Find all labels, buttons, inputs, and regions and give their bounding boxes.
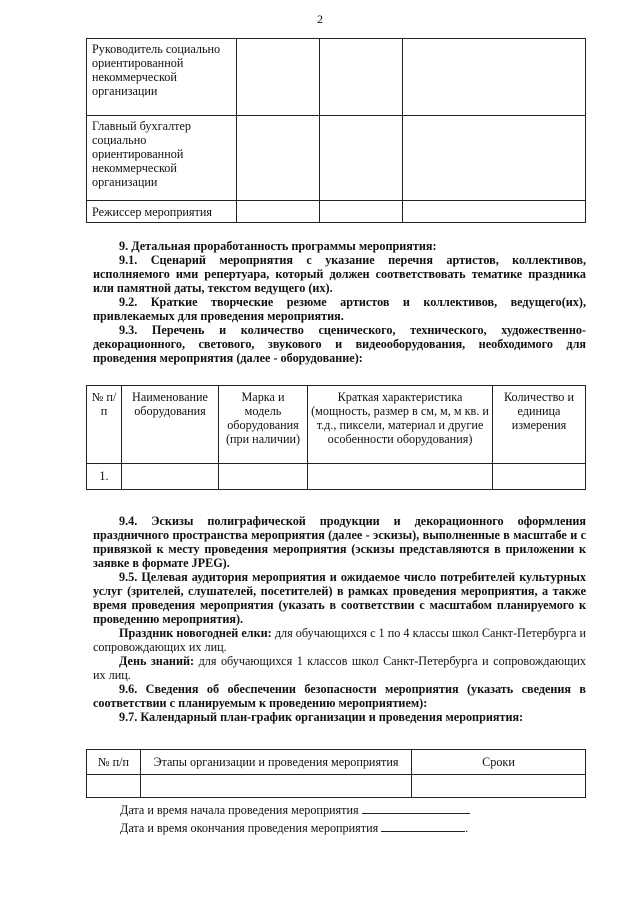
section-9-heading: 9. Детальная проработанность программы мероприятия:: [119, 239, 437, 253]
paragraph-9-1: 9.1. Сценарий мероприятия с указание перечня артистов, коллективов, исполняемого ими репертуара, который должен соответствовать тематике праздника или памятной даты, текстом ведущего (их).: [93, 253, 586, 295]
table-cell: [493, 464, 586, 490]
table-row: [87, 201, 586, 223]
elka-text: для обучающихся с 1 по 4 классы школ Санкт-Петербурга и сопровождающих их лиц.: [93, 626, 586, 654]
den-label: День знаний:: [119, 654, 195, 668]
paragraph-9-4: 9.4. Эскизы полиграфической продукции и декорационного оформления праздничного пространства мероприятия (далее - эскизы), выполненные в масштабе и с привязкой к месту проведения мероприятия (эскизы представляются в приложении к заявке в формате JPEG).: [93, 514, 586, 570]
page-number: 2: [317, 12, 323, 26]
start-date-line: [120, 803, 470, 818]
equipment-table: [86, 385, 586, 490]
signature-cell: [320, 201, 403, 223]
section-9-continued: [93, 514, 586, 724]
signature-cell: [320, 39, 403, 116]
plan-table: [86, 749, 586, 798]
name-cell: [403, 39, 586, 116]
column-header: Краткая характеристика (мощность, размер в см, м, м кв. и т.д., пиксели, материал и другие особенности оборудования): [308, 386, 493, 464]
table-cell: [87, 775, 141, 798]
signature-cell: [237, 39, 320, 116]
signer-role: Режиссер мероприятия: [87, 201, 237, 223]
start-date-blank[interactable]: [362, 813, 470, 814]
column-header: Количество и единица измерения: [493, 386, 586, 464]
paragraph-9-6: 9.6. Сведения об обеспечении безопасности мероприятия (указать сведения в соответствии с планируемым к проведению мероприятием):: [93, 682, 586, 710]
column-header: № п/п: [87, 386, 122, 464]
table-row: [87, 464, 586, 490]
table-row: [87, 116, 586, 201]
column-header: Марка и модель оборудования (при наличии): [219, 386, 308, 464]
table-cell: [122, 464, 219, 490]
den-text: для обучающихся 1 классов школ Санкт-Петербурга и сопровождающих их лиц.: [93, 654, 586, 682]
end-date-blank[interactable]: [381, 831, 465, 832]
end-date-line: [120, 821, 468, 836]
table-header-row: [87, 750, 586, 775]
signer-role: Руководитель социально ориентированной некоммерческой организации: [87, 39, 237, 116]
paragraph-9-2: 9.2. Краткие творческие резюме артистов и коллективов, ведущего(их), привлекаемых для проведения мероприятия.: [93, 295, 586, 323]
signer-role: Главный бухгалтер социально ориентированной некоммерческой организации: [87, 116, 237, 201]
column-header: № п/п: [87, 750, 141, 775]
end-date-label: Дата и время окончания проведения мероприятия: [120, 821, 379, 835]
table-row: [87, 775, 586, 798]
signature-cell: [237, 201, 320, 223]
table-cell: [141, 775, 412, 798]
signature-cell: [237, 116, 320, 201]
table-cell: [308, 464, 493, 490]
paragraph-9-3: 9.3. Перечень и количество сценического, технического, художественно-декорационного, светового, звукового и видеооборудования, необходимого для проведения мероприятия (далее - оборудование):: [93, 323, 586, 365]
paragraph-elka: [93, 626, 586, 654]
name-cell: [403, 201, 586, 223]
signers-table: [86, 38, 586, 223]
paragraph-den-znaniy: [93, 654, 586, 682]
paragraph-9-5: 9.5. Целевая аудитория мероприятия и ожидаемое число потребителей культурных услуг (зрителей, слушателей, посетителей) в рамках проведения мероприятия, а также время проведения мероприятия (указать в соответствии с масштабом планируемого к проведению мероприятия).: [93, 570, 586, 626]
table-header-row: [87, 386, 586, 464]
column-header: Наименование оборудования: [122, 386, 219, 464]
column-header: Сроки: [412, 750, 586, 775]
start-date-label: Дата и время начала проведения мероприятия: [120, 803, 359, 817]
signature-cell: [320, 116, 403, 201]
paragraph-9-7: 9.7. Календарный план-график организации и проведения мероприятия:: [119, 710, 524, 724]
column-header: Этапы организации и проведения мероприятия: [141, 750, 412, 775]
section-9: [93, 239, 586, 365]
table-cell: [412, 775, 586, 798]
table-cell: [219, 464, 308, 490]
table-row: [87, 39, 586, 116]
name-cell: [403, 116, 586, 201]
table-cell: 1.: [87, 464, 122, 490]
end-date-suffix: .: [465, 821, 469, 835]
elka-label: Праздник новогодней елки:: [119, 626, 272, 640]
